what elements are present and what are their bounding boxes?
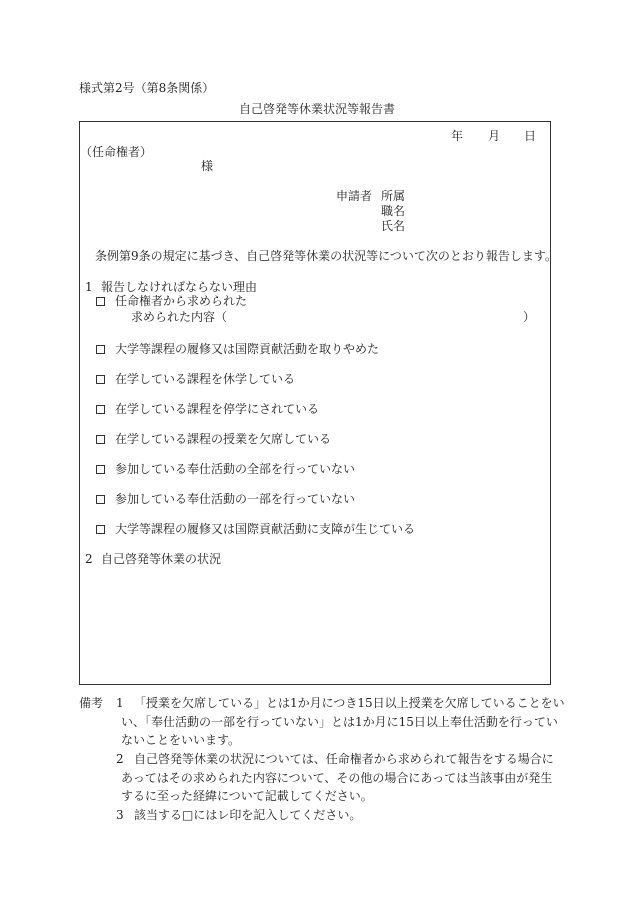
checkbox[interactable] xyxy=(96,525,105,534)
applicant-label: 申請者 xyxy=(336,189,373,203)
checkbox[interactable] xyxy=(96,297,105,306)
notes-label: 備考 xyxy=(79,696,104,710)
section1-number: 1 xyxy=(85,280,93,294)
checkbox[interactable] xyxy=(96,345,105,354)
note-number: 3 xyxy=(116,808,124,822)
checkbox[interactable] xyxy=(96,435,105,444)
position-label: 職名 xyxy=(381,204,406,218)
note-line: ないことをいいます。 xyxy=(121,733,241,747)
checkbox[interactable] xyxy=(96,495,105,504)
section2-title: 自己啓発等休業の状況 xyxy=(101,552,222,566)
note-number: 1 xyxy=(116,696,124,710)
note-line: 「授業を欠席している」とは1か月につき15日以上授業を欠席していることをい xyxy=(134,696,565,710)
requested-content-close: ） xyxy=(523,310,536,324)
form-number: 様式第2号（第8条関係） xyxy=(79,81,215,95)
section1-title: 報告しなければならない理由 xyxy=(101,280,258,294)
note-number: 2 xyxy=(116,752,124,766)
note-line: 該当する□にはレ印を記入してください。 xyxy=(134,808,362,822)
reason-item[interactable] xyxy=(96,372,295,386)
reason-text: 在学している課程を停学にされている xyxy=(115,402,320,416)
reason-text: 大学等課程の履修又は国際貢献活動に支障が生じている xyxy=(115,522,416,536)
note-line: 自己啓発等休業の状況については、任命権者から求められて報告をする場合に xyxy=(134,752,554,766)
checkbox[interactable] xyxy=(96,375,105,384)
note-line: するに至った経緯について記載してください。 xyxy=(121,789,373,803)
reason-text: 在学している課程を休学している xyxy=(115,372,296,386)
date-month-label: 月 xyxy=(488,129,501,143)
date-day-label: 日 xyxy=(524,129,537,143)
appointer-label: （任命権者） xyxy=(80,145,153,159)
reason-text: 参加している奉仕活動の一部を行っていない xyxy=(115,492,356,506)
requested-content-label: 求められた内容（ xyxy=(131,310,228,324)
section2-number: 2 xyxy=(85,552,93,566)
checkbox[interactable] xyxy=(96,465,105,474)
reason-item[interactable] xyxy=(96,402,319,416)
reason-text: 大学等課程の履修又は国際貢献活動を取りやめた xyxy=(115,342,380,356)
reason-item[interactable] xyxy=(96,342,379,356)
affiliation-label: 所属 xyxy=(381,189,406,203)
reason-item[interactable] xyxy=(96,492,355,506)
reason-item[interactable] xyxy=(96,462,355,476)
note-line: い、「奉仕活動の一部を行っていない」とは1か月に15日以上奉仕活動を行ってい xyxy=(121,715,558,729)
sama-label: 様 xyxy=(201,159,214,173)
reason-text: 在学している課程の授業を欠席している xyxy=(115,432,332,446)
reason-item[interactable] xyxy=(96,432,331,446)
note-line: あってはその求められた内容について、その他の場合にあっては当該事由が発生 xyxy=(121,771,553,785)
reason-text: 任命権者から求められた xyxy=(115,294,248,308)
report-statement: 条例第9条の規定に基づき、自己啓発等休業の状況等について次のとおり報告します。 xyxy=(95,249,557,263)
checkbox[interactable] xyxy=(96,405,105,414)
reason-item[interactable] xyxy=(96,294,247,308)
reason-text: 参加している奉仕活動の全部を行っていない xyxy=(115,462,356,476)
date-year-label: 年 xyxy=(451,129,464,143)
name-label: 氏名 xyxy=(381,219,406,233)
page-title: 自己啓発等休業状況等報告書 xyxy=(238,102,395,116)
reason-item[interactable] xyxy=(96,522,415,536)
